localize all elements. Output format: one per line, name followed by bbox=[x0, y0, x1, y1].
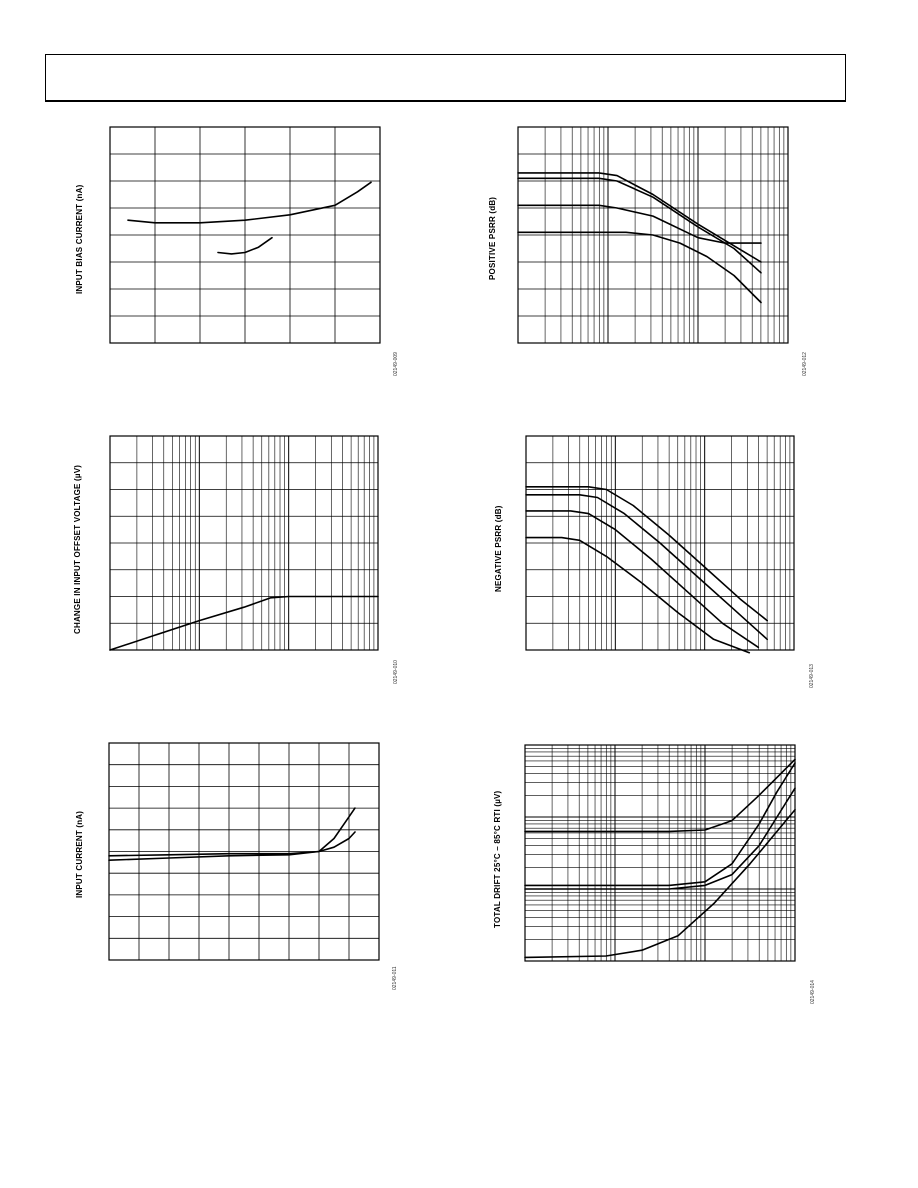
series-line-4 bbox=[526, 538, 749, 653]
y-axis-label: POSITIVE PSRR (dB) bbox=[488, 196, 497, 280]
figure-id: 02149-013 bbox=[809, 664, 815, 688]
y-axis-label: INPUT BIAS CURRENT (nA) bbox=[75, 184, 84, 294]
series-line-2 bbox=[518, 178, 761, 272]
y-axis-label: CHANGE IN INPUT OFFSET VOLTAGE (µV) bbox=[73, 464, 82, 634]
figure-id: 02149-012 bbox=[802, 352, 808, 376]
series-line-1 bbox=[518, 173, 761, 262]
y-axis-label: NEGATIVE PSRR (dB) bbox=[494, 505, 503, 592]
chart-plot-area bbox=[110, 127, 380, 343]
figure-id: 02149-009 bbox=[393, 352, 399, 376]
y-axis-label: TOTAL DRIFT 25°C – 85°C RTI (µV) bbox=[493, 790, 502, 928]
grid bbox=[110, 436, 378, 650]
y-axis-label: INPUT CURRENT (nA) bbox=[75, 810, 84, 898]
chart-plot-area bbox=[518, 127, 788, 343]
page-header-box bbox=[45, 54, 846, 102]
chart-plot-area bbox=[525, 745, 795, 961]
figure-id: 02149-014 bbox=[810, 980, 816, 1004]
series-line-3 bbox=[518, 205, 761, 243]
series-line-1 bbox=[526, 487, 767, 621]
chart-plot-area bbox=[110, 436, 378, 650]
series-line-1 bbox=[128, 182, 371, 223]
grid bbox=[110, 127, 380, 343]
chart-plot-area bbox=[109, 743, 379, 960]
figure-id: 02149-010 bbox=[393, 660, 399, 684]
plot-frame bbox=[525, 745, 795, 961]
grid bbox=[525, 745, 795, 961]
chart-plot-area bbox=[526, 436, 794, 650]
series-line-2 bbox=[109, 808, 355, 860]
figure-id: 02149-011 bbox=[392, 966, 398, 990]
grid bbox=[109, 743, 379, 960]
